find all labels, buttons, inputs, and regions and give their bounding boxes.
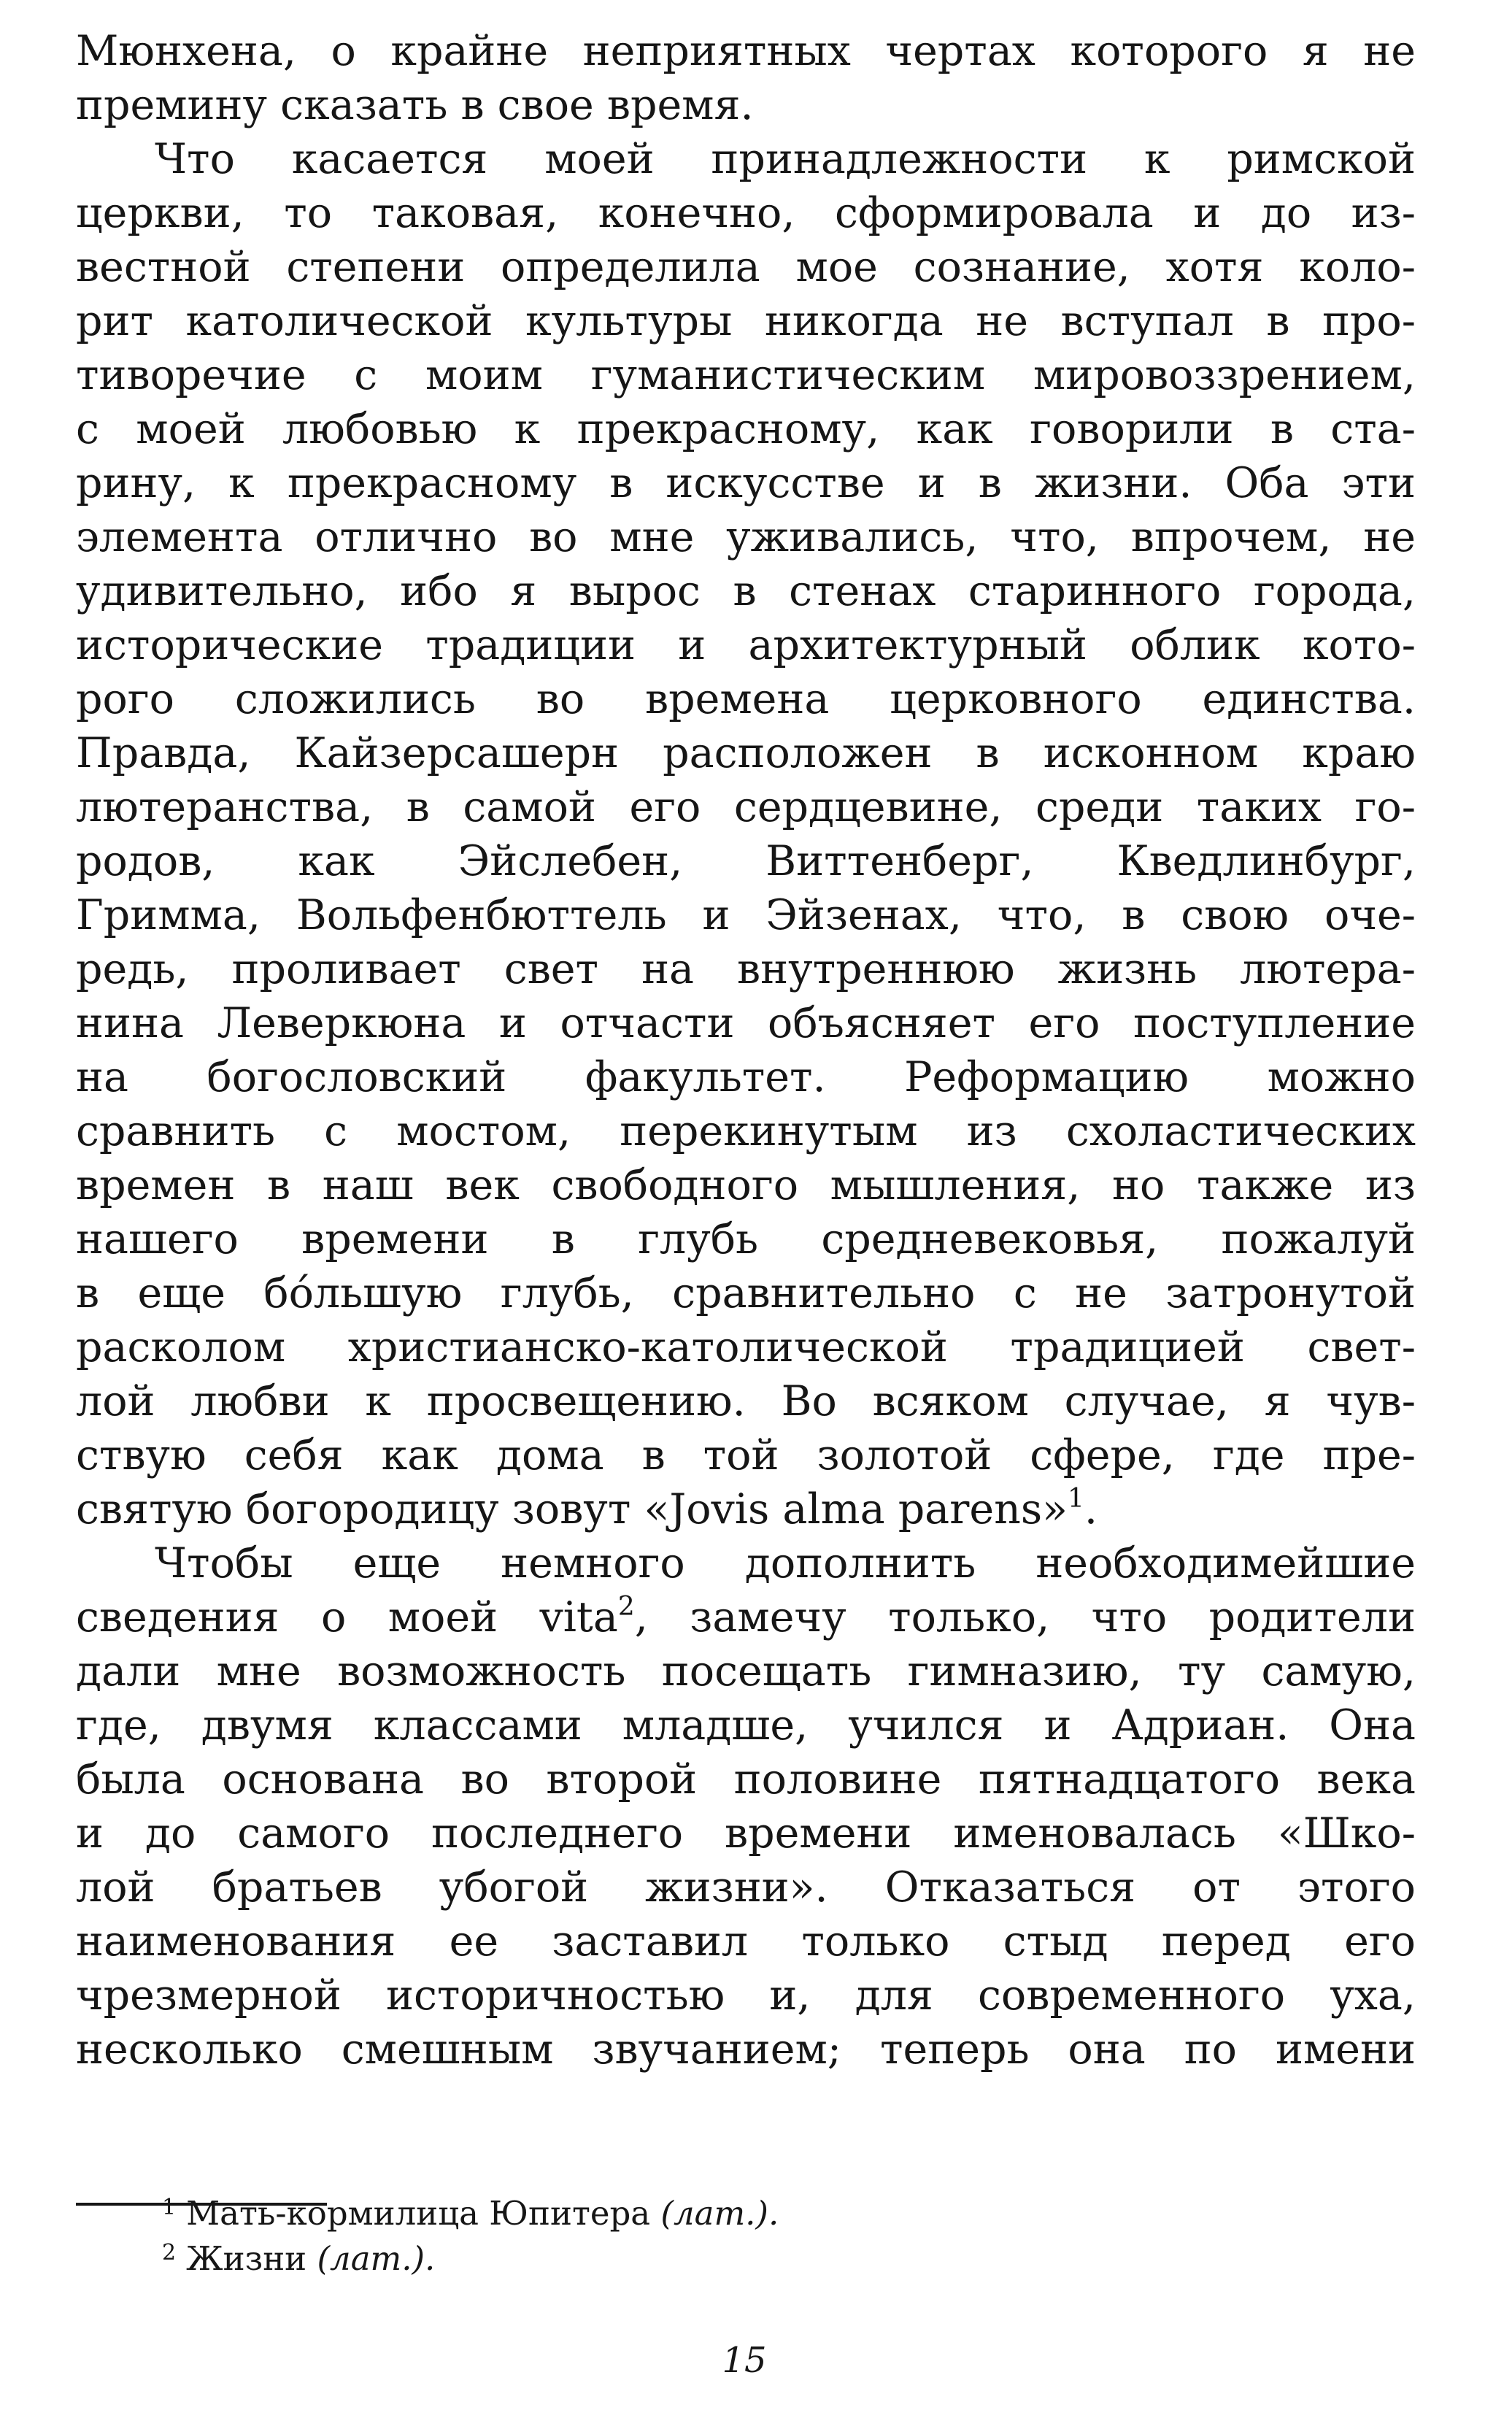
text-line: Правда, Кайзерсашерн расположен в исконном краю — [76, 729, 1416, 777]
footnote-marker: 1 — [1067, 1484, 1084, 1514]
text-line: Чтобы еще немного дополнить необходимейшие — [155, 1539, 1416, 1587]
text-line — [76, 1483, 1416, 1536]
text-fragment: святую богородицу зовут «Jovis alma parens» — [76, 1485, 1068, 1533]
text-line: нашего времени в глубь средневековья, пожалуй — [76, 1215, 1416, 1263]
text-fragment: . — [1084, 1485, 1098, 1533]
footnote-text: Мать-кормилица Юпитера — [186, 2194, 661, 2233]
text-line: времен в наш век свободного мышления, но также из — [76, 1161, 1416, 1209]
text-line: нина Леверкюна и отчасти объясняет его поступление — [76, 999, 1416, 1047]
text-line: Мюнхена, о крайне неприятных чертах которого я не — [76, 27, 1416, 75]
footnote-language: (лат.). — [317, 2239, 436, 2278]
footnote-number: 2 — [162, 2240, 177, 2265]
text-line: редь, проливает свет на внутреннюю жизнь лютера- — [76, 945, 1416, 993]
footnote-number: 1 — [162, 2195, 177, 2220]
text-line: расколом христианско-католической традицией свет- — [76, 1323, 1416, 1371]
text-line: премину сказать в свое время. — [76, 81, 754, 129]
footnote — [162, 2232, 435, 2280]
text-line: дали мне возможность посещать гимназию, ту самую, — [76, 1647, 1416, 1695]
text-line: элемента отлично во мне уживались, что, впрочем, не — [76, 513, 1416, 561]
footnote — [162, 2187, 779, 2235]
text-line: удивительно, ибо я вырос в стенах старинного города, — [76, 567, 1416, 615]
text-fragment: , замечу только, что родители — [634, 1593, 1416, 1641]
text-line: исторические традиции и архитектурный облик кото- — [76, 621, 1416, 669]
text-line: была основана во второй половине пятнадцатого века — [76, 1755, 1416, 1803]
text-line: где, двумя классами младше, учился и Адриан. Она — [76, 1701, 1416, 1749]
text-fragment: сведения о моей vita — [76, 1593, 618, 1641]
text-line: родов, как Эйслебен, Виттенберг, Кведлинбург, — [76, 837, 1416, 885]
text-line: церкви, то таковая, конечно, сформировала и до из- — [76, 189, 1416, 237]
text-line: Что касается моей принадлежности к римской — [155, 135, 1416, 183]
text-line: рого сложились во времена церковного единства. — [76, 675, 1416, 723]
footnote-language: (лат.). — [660, 2194, 779, 2233]
text-line: чрезмерной историчностью и, для современного уха, — [76, 1971, 1416, 2020]
text-line: с моей любовью к прекрасному, как говорили в ста- — [76, 405, 1416, 453]
text-line: сравнить с мостом, перекинутым из схоластических — [76, 1107, 1416, 1155]
text-line: лой братьев убогой жизни». Отказаться от этого — [76, 1863, 1416, 1912]
text-line: лой любви к просвещению. Во всяком случае, я чув- — [76, 1377, 1416, 1425]
text-line: лютеранства, в самой его сердцевине, среди таких го- — [76, 783, 1416, 831]
footnote-text: Жизни — [186, 2239, 317, 2278]
text-line: на богословский факультет. Реформацию можно — [76, 1053, 1416, 1101]
text-line: тиворечие с моим гуманистическим мировоззрением, — [76, 351, 1416, 399]
text-line: вестной степени определила мое сознание, хотя коло- — [76, 243, 1416, 291]
footnote-marker: 2 — [617, 1592, 635, 1622]
text-line: рит католической культуры никогда не вступал в про- — [76, 297, 1416, 345]
text-line: в еще бóльшую глубь, сравнительно с не затронутой — [76, 1269, 1416, 1317]
text-line: ствую себя как дома в той золотой сфере, где пре- — [76, 1431, 1416, 1479]
text-line: наименования ее заставил только стыд перед его — [76, 1917, 1416, 1966]
text-line — [76, 1591, 1416, 1644]
page-number: 15 — [722, 2340, 767, 2381]
text-line: Гримма, Вольфенбюттель и Эйзенах, что, в свою оче- — [76, 891, 1416, 939]
text-line: несколько смешным звучанием; теперь она по имени — [76, 2025, 1416, 2074]
text-line: и до самого последнего времени именовалась «Шко- — [76, 1809, 1416, 1857]
text-line: рину, к прекрасному в искусстве и в жизни. Оба эти — [76, 459, 1416, 507]
